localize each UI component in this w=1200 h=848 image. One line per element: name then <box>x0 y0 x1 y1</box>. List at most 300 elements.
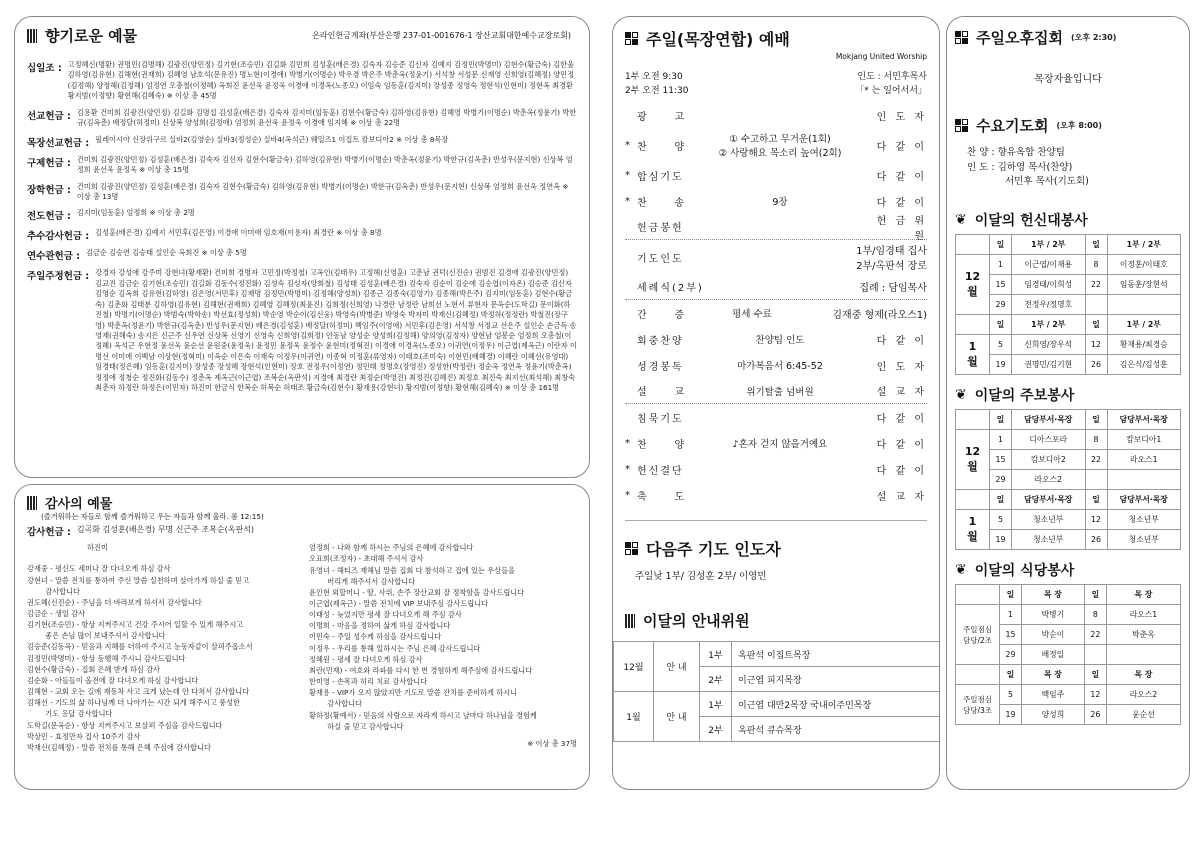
order-person: 설 교 자 <box>876 387 927 398</box>
cell: 19 <box>990 355 1012 375</box>
cell: 12 <box>1084 685 1106 705</box>
usher-session: 1부 <box>700 642 732 667</box>
order-row <box>625 482 927 508</box>
header-cell: 일 <box>990 490 1012 510</box>
afternoon-title: 주일오후집회 <box>976 29 1063 47</box>
cell: 백임주 <box>1022 685 1085 705</box>
order-content: 위기탈출 넘버원 <box>746 386 814 398</box>
thanks-line: 황하정(황예서) - 믿음의 사람으로 자라게 하시고 날마다 하나님을 경험케 <box>309 710 537 720</box>
clover-icon: ❦ <box>955 387 967 404</box>
usher-title: 이달의 안내위원 <box>643 612 750 630</box>
month-label: 1 월 <box>967 515 978 544</box>
order-row <box>625 162 927 188</box>
cell: 12 <box>1085 335 1107 355</box>
cell: 청소년부 <box>1012 510 1086 530</box>
wednesday-title: 수요기도회 <box>976 117 1049 135</box>
order-person: 다 같 이 <box>876 439 927 451</box>
order-name: 간 증 <box>637 309 687 321</box>
header-cell: 일 <box>1085 315 1107 335</box>
thanks-line: 좋은 손님 많이 보내주셔서 감사합니다 <box>27 631 166 641</box>
service2-title: 이달의 주보봉사 <box>974 388 1075 405</box>
usher-row <box>614 692 941 717</box>
cell: 디아스포라 <box>1012 430 1086 450</box>
verse: (즐거워하는 자들로 함께 즐거워하고 우는 자들과 함께 울라. 롬 12:15) <box>41 512 264 521</box>
praise-line: 찬 양 : 향유옥합 찬양팀 <box>967 147 1065 158</box>
offering-section <box>27 155 577 176</box>
blank-cell <box>956 315 990 335</box>
cell: 라오스2 <box>1106 685 1180 705</box>
cell: 라오스1 <box>1107 450 1181 470</box>
order-person: 설 교 자 <box>876 491 927 503</box>
section-text: 김금순 김승연 김승태 설인순 옥희진 ※ 이상 총 5명 <box>86 248 247 258</box>
order-row <box>625 430 927 456</box>
blank-cell <box>956 665 1000 685</box>
thanks-line: 황재용 - VIP가 오지 않았지만 기도로 말씀 잔치를 준비하게 하시니 <box>309 688 518 698</box>
order-person: 김재중 형제(라오스1) <box>832 309 927 321</box>
order-mark: * <box>625 437 630 449</box>
header-cell: 1부 / 2부 <box>1012 235 1086 255</box>
usher-session: 1부 <box>700 692 732 717</box>
order-name: 광 고 <box>637 111 687 123</box>
cell: 19 <box>1000 705 1022 725</box>
cell: 19 <box>990 530 1012 550</box>
afternoon-time: (오후 2:30) <box>1070 33 1117 42</box>
worship-header <box>625 27 927 50</box>
section-text: 김성훈(배은경) 김예지 서민후(김은영) 이경애 이미애 임호재(이용자) 최경란 ※ 이상 총 8명 <box>95 228 382 238</box>
order-name: 침묵기도 <box>637 413 684 425</box>
usher-name: 이근엽 피지목장 <box>732 667 941 692</box>
schedule-row <box>956 355 1181 375</box>
order-person: 다 같 이 <box>876 335 927 347</box>
order-name: 회중찬양 <box>637 335 684 347</box>
thanks-line: 이근엽(제옥근) - 말씀 전치에 VIP 보내주심 감사드립니다 <box>309 599 489 608</box>
time-2: 2부 오전 11:30 <box>625 85 689 96</box>
section-text: 건미희 김광진(양민정) 김성훈(배은경) 김숙자 김신자 김현수(황금숙) 김하영(김유현) 박병기(이명순) 박춘옥(정윤기) 박한규(김옥춘) 반성우(문지현) 신상복 엄정희 윤선욱 윤정욱 ※ 이상 총 15명 <box>76 154 573 175</box>
thanks-line: 강재중 - 평신도 세미나 잘 다녀오게 하심 감사 <box>27 564 171 574</box>
thanks-line: 도학길(문옥순) - 항상 지켜주시고 보살펴 주심을 감사드립니다 <box>27 720 223 730</box>
header-cell: 일 <box>1085 410 1107 430</box>
worship-times <box>625 71 927 98</box>
section-text: 건미희 김광진(양민정) 김성훈(배은경) 김숙자 김현수(황금숙) 김하영(김유현) 박병기(이명순) 박한규(김옥춘) 반성우(문지현) 신상복 엄정희 윤선욱 정연옥 ※ 이상 총 13명 <box>76 181 569 201</box>
cell: 1 <box>990 255 1012 275</box>
kitchen-label: 주일점심 담당/3조 <box>962 694 993 715</box>
cell: 12 <box>1085 510 1107 530</box>
order-row <box>625 300 927 326</box>
usher-table <box>613 641 940 742</box>
order-person: 1부/임경태 집사 2부/옥판석 장로 <box>856 246 927 272</box>
offering-section <box>27 60 577 102</box>
block-icon <box>955 31 968 44</box>
schedule-row <box>956 510 1181 530</box>
section-text: 강경자 강성애 강주미 강현녀(황재환) 건미희 경명자 고민정(박정철) 고옥인(김태우) 고정해(신영훈) 고춘남 권덕(신진순) 권범진 김경애 김광진(양민정) 김교진 김금순 김기현(조승민) 김길화 김동수(정진화) 김성숙 김성자(양희철) 김성태 김성훈(배은경) 김숙자 김순이 김순애 김승엽(이자온) 김승준 김신자 김영순 김옥희 김유현(김하영) 김은영(서민후) 김재명 김정민(박명미) 김정해(양성희) 김종근 김종숙(김영기) 김종해(박은주) 김지미(임동훈) 김현수(황금숙) 김춘화 김태분 김하영(김유현) 김해현(권재희) 김혜영 김혜정(최윤진) 김희정(신희영) 나경란 남정란 남희선 노현서 류현자 문옥순(도학길) 문이화(하진철) 박명기(이명순) 박범숙(박학송) 박선효(정성희) 박순영 박순이(김신웅) 박영숙(박병준) 박영숙 박자미 박재신(김혜정) 박정하(정정란) 박철진(장구영) 박춘옥(정윤기) 박한규(김옥춘) 반성우(문지현) 배은경(김성훈) 배정달(허정미) 백임주(이영애) 서민후(김은영) 서석창 서정교 선은주 설인순 손금득 송영재(권해숙) 송지은 신근주 신우연 신상복 신영기 신영숙 신희영(김희정) 안동남 양성순 양성희(김정해) 양의영(김정자) 양현남 엄봉순 엄정희 오총철(이정혜) 옥석근 우현정 윤선욱 윤순선 윤원중(윤정욱) 윤정민 윤정욱 윤정수 윤현미(정혁진) 이경애 이경옥(노종오) 이귀연(이정우) 이근엽(제옥근) 이란자 이명선 이미애 이백남 이상현(정혁미) 이옥순 이은숙 이재숙 이정우(이귀연) 이종혁 이정훈(류영자) 이태호(조미숙) 이현민(배혜경) 이혜란 이혜선(유영대) 임경태(정은혜) 임동훈(김지미) 장성종 장성혜 장현석(인현미) 장호 전정우(이정연) 정민태 정명호(장영진) 정성한(박정란) 정순옥 정연옥 정윤기(박춘옥) 정정애 정청순 정진화(김동수) 정춘옥 제옥근(이근엽) 조복순(옥판석) 지경애 최경란 최정순(박영진) 최정진(김혜진) 최정호 최진숙 최지선(최석해) 최창숙 최춘자 하정란 하정은(이민자) 하진미 한금식 한복순 허복순 허태조 황금숙(김현수) 황재용(강현녀) 황지범(이정향) 황현해(김혜숙) ※ 이상 총 161명 <box>95 268 577 393</box>
thanks-line: 박상민 - 효정만자 집사 10주기 감사 <box>27 731 141 741</box>
section-label: 십일조 : <box>27 63 62 74</box>
usher-name: 옥판석 큐슈목장 <box>732 717 941 742</box>
afternoon-header <box>955 27 1181 48</box>
schedule-row <box>956 530 1181 550</box>
order-name: 합심기도 <box>637 171 684 183</box>
usher-header <box>625 610 927 631</box>
cell: 26 <box>1085 530 1107 550</box>
thanks-line: 한미영 - 손목과 허리 치료 감사합니다 <box>309 677 428 687</box>
cell <box>1106 645 1180 665</box>
usher-role: 안 내 <box>654 692 700 742</box>
cell: 8 <box>1085 430 1107 450</box>
order-row <box>625 352 927 378</box>
prayer-title: 다음주 기도 인도자 <box>646 540 781 559</box>
usher-session: 2부 <box>700 717 732 742</box>
offering-section <box>27 268 577 393</box>
thanks-line: 기도 응답 감사합니다 <box>27 709 113 719</box>
thanks-right <box>309 542 577 753</box>
order-name: 기도인도 <box>637 253 684 265</box>
cell <box>1084 645 1106 665</box>
usher-row <box>614 642 941 667</box>
header-cell: 일 <box>1085 235 1107 255</box>
cell: 5 <box>990 335 1012 355</box>
header-cell: 일 <box>990 315 1012 335</box>
cell: 22 <box>1084 625 1106 645</box>
offering-section <box>27 182 577 203</box>
cell: 이정훈/이태호 <box>1107 255 1181 275</box>
cell: 임경태/이희성 <box>1012 275 1086 295</box>
order-person: 헌 금 위 원 <box>876 215 927 242</box>
cell: 15 <box>990 450 1012 470</box>
worship-panel <box>612 16 940 790</box>
header-cell: 일 <box>1000 585 1022 605</box>
schedule-row <box>956 450 1181 470</box>
order-person: 집례 : 담임목사 <box>859 283 927 294</box>
account-info: 온라인헌금계좌(부산은행 237-01-001676-1 장산교회대한예수교장로회) <box>312 31 571 40</box>
cell: 황재용/최경승 <box>1107 335 1181 355</box>
order-row <box>625 404 927 430</box>
order-mark: * <box>625 169 630 181</box>
order-row <box>625 456 927 482</box>
usher-month: 1월 <box>614 692 654 742</box>
service2-table <box>955 409 1181 550</box>
cell: 청소년부 <box>1107 530 1181 550</box>
thanks-line: 최란(민재) - 여호와 라파를 다시 한 번 경험하게 해주심에 감사드립니다 <box>309 665 533 675</box>
service1-table <box>955 234 1181 375</box>
blank-cell <box>956 585 1000 605</box>
block-icon <box>625 542 638 555</box>
usher-name: 옥판석 이집트목장 <box>732 642 941 667</box>
thanks-line: 강현녀 - 말씀 전치를 통하여 주신 말씀 실천하며 살아가게 하실 줄 믿고 <box>27 575 250 585</box>
section-label: 목장선교헌금 : <box>27 137 90 149</box>
cell: 이근엽/이재용 <box>1012 255 1086 275</box>
thanks-line: 유영녀 - 해티즈 재해님 말씀 집회 다 참석하고 집에 있는 우상들을 <box>309 565 515 575</box>
cell: 박병기 <box>1022 605 1085 625</box>
thanks-left <box>27 542 295 753</box>
header-cell: 일 <box>1084 585 1106 605</box>
thanks-line: 이태성 - 늦었지만 평세 잘 다녀오게 해 주심 감사 <box>309 610 462 620</box>
cell: 15 <box>990 275 1012 295</box>
blank-cell <box>956 490 990 510</box>
order-content: 평세 수료 <box>732 309 772 320</box>
cell <box>1085 295 1107 315</box>
header-cell: 목 장 <box>1106 665 1180 685</box>
section-label: 연수관헌금 : <box>27 251 80 263</box>
cell: 5 <box>1000 685 1022 705</box>
header-cell: 1부 / 2부 <box>1012 315 1086 335</box>
afternoon-text: 목장자율입니다 <box>1034 74 1102 85</box>
blank-cell <box>956 235 990 255</box>
cell: 배정일 <box>1022 645 1085 665</box>
cell: 22 <box>1085 450 1107 470</box>
thanks-line: 이민숙 - 주일 성수케 하심을 감사드립니다 <box>309 632 442 642</box>
wednesday-header <box>955 115 1181 136</box>
order-mark: * <box>625 195 630 207</box>
section-text: 김지미(임동훈) 엄정희 ※ 이상 총 2명 <box>76 208 195 218</box>
cell: 캄보디아2 <box>1012 450 1086 470</box>
cell: 1 <box>990 430 1012 450</box>
table-header <box>956 410 1181 430</box>
cell: 1 <box>1000 605 1022 625</box>
cell: 윤순선 <box>1106 705 1180 725</box>
clover-icon: ❦ <box>955 562 967 579</box>
header-cell: 1부 / 2부 <box>1107 235 1181 255</box>
thanks-line: 김해현 - 교회 오는 길에 재동차 사고 크게 났는데 안 다쳐서 감사합니다 <box>27 687 250 697</box>
order-name: 설 교 <box>637 387 687 398</box>
time-1: 1부 오전 9:30 <box>625 72 683 82</box>
order-content: 9장 <box>772 197 788 208</box>
table-header <box>956 235 1181 255</box>
month-label: 12 월 <box>964 270 981 299</box>
header-cell: 목 장 <box>1022 585 1085 605</box>
cell <box>1107 295 1181 315</box>
thanks-line: 김정민(박명미) - 항상 동행해 주시니 감사드립니다 <box>27 653 186 663</box>
cell: 전정우/정명호 <box>1012 295 1086 315</box>
section-label: 장학헌금 : <box>27 184 71 196</box>
order-content: ① 수고하고 무거운(1회) ② 사랑해요 목소리 높여(2회) <box>718 134 842 159</box>
thanks-head2: 하진미 <box>87 543 108 553</box>
month-cell <box>956 510 990 550</box>
month-cell <box>956 430 990 490</box>
section-label: 전도헌금 : <box>27 211 71 223</box>
cell: 라오스1 <box>1106 605 1180 625</box>
worship-subtitle: Mokjang United Worship <box>835 52 927 61</box>
cell: 라오스2 <box>1012 470 1086 490</box>
month-cell <box>956 685 1000 725</box>
cell <box>1085 470 1107 490</box>
thanks-line: 김기현(조승민) - 항상 지켜주시고 건강 주시어 일할 수 있게 해주시고 <box>27 620 244 630</box>
service2-header <box>955 385 1181 405</box>
thanks-line: 이정우 - 우리를 통해 일하시는 주님 은혜 감사드립니다 <box>309 643 481 653</box>
thanks-line: 정혜원 - 평세 잘 다녀오게 하심 감사 <box>309 654 423 664</box>
cell: 양성희 <box>1022 705 1085 725</box>
table-header <box>956 585 1181 605</box>
thanks-line: 김금순 - 생일 감사 <box>27 609 86 618</box>
usher-role: 안 내 <box>654 642 700 692</box>
thanks-line: 윤인현 외할머니 - 딸, 사위, 손주 장산교회 잘 정착함을 감사드립니다 <box>309 587 525 597</box>
service3-header <box>955 560 1181 580</box>
header-cell: 1부 / 2부 <box>1107 315 1181 335</box>
cell <box>1107 470 1181 490</box>
usher-month: 12월 <box>614 642 654 692</box>
month-cell <box>956 255 990 315</box>
order-row <box>625 378 927 404</box>
order-name: 축 도 <box>637 491 687 503</box>
cell: 캄보디아1 <box>1107 430 1181 450</box>
header-cell: 목 장 <box>1022 665 1085 685</box>
service1-title: 이달의 헌신대봉사 <box>974 213 1088 230</box>
order-name: 헌금봉헌 <box>637 223 684 234</box>
order-person: 다 같 이 <box>876 413 927 425</box>
thanks-line: 하실 줄 믿고 감사합니다 <box>309 721 404 731</box>
cell: 22 <box>1085 275 1107 295</box>
schedule-row <box>956 295 1181 315</box>
bar-icon <box>27 29 37 43</box>
offering-title: 향기로운 예물 <box>45 27 138 45</box>
section-text: 필레이시아 신장위구르 실바2(김영순) 실바3(정성순) 실바4(옥석근) 웨일즈1 이집트 캄보디아2 ※ 이상 총 8목장 <box>95 134 449 144</box>
order-name: 성경봉독 <box>637 361 684 373</box>
leader-line-2: 서민후 목사(기도회) <box>1005 176 1089 188</box>
service3-table <box>955 584 1181 725</box>
cell: 김은식/김성훈 <box>1107 355 1181 375</box>
cell: 청소년부 <box>1107 510 1181 530</box>
header-cell: 일 <box>990 235 1012 255</box>
cell: 박춘옥 <box>1106 625 1180 645</box>
cell: 8 <box>1084 605 1106 625</box>
clover-icon: ❦ <box>955 212 967 229</box>
cell: 29 <box>990 470 1012 490</box>
header-cell: 일 <box>1085 490 1107 510</box>
order-name: 찬 양 <box>637 439 687 451</box>
offering-section <box>27 248 577 262</box>
schedule-row <box>956 470 1181 490</box>
header-cell: 일 <box>990 410 1012 430</box>
cell: 29 <box>1000 645 1022 665</box>
thanks-header <box>27 493 577 512</box>
table-header <box>956 490 1181 510</box>
order-name: 세례식(2부) <box>637 283 704 294</box>
section-label: 구제헌금 : <box>27 157 71 169</box>
order-row <box>625 128 927 162</box>
header-cell: 목 장 <box>1106 585 1180 605</box>
month-label: 12 월 <box>964 445 981 474</box>
header-cell: 담당부서·목장 <box>1107 490 1181 510</box>
cell: 15 <box>1000 625 1022 645</box>
header-cell: 담당부서·목장 <box>1012 410 1086 430</box>
schedule-row <box>956 605 1181 625</box>
cell: 신희영/장우석 <box>1012 335 1086 355</box>
block-icon <box>955 119 968 132</box>
thanks-head: 김곡화 김성훈(배은경) 무명 신근주 조복순(옥판석) <box>76 525 255 535</box>
month-cell <box>956 605 1000 665</box>
table-header <box>956 665 1181 685</box>
order-person: 다 같 이 <box>876 465 927 477</box>
cell: 임동훈/장현석 <box>1107 275 1181 295</box>
order-name: 헌신결단 <box>637 465 684 477</box>
thanks-title: 감사의 예물 <box>45 497 113 512</box>
schedule-row <box>956 430 1181 450</box>
thanks-line: 엄정희 - 나와 함께 하시는 주님의 은혜에 감사합니다 <box>309 543 474 553</box>
order-row <box>625 274 927 300</box>
cell: 29 <box>990 295 1012 315</box>
offering-section <box>27 228 577 242</box>
schedule-row <box>956 335 1181 355</box>
service1-header <box>955 210 1181 230</box>
order-person: 다 같 이 <box>876 141 927 153</box>
order-mark: * <box>625 139 630 151</box>
service3-title: 이달의 식당봉사 <box>974 563 1075 580</box>
section-label: 추수감사헌금 : <box>27 231 90 243</box>
schedule-row <box>956 255 1181 275</box>
thanks-line: 김승준(김동옥) - 믿음과 지혜를 더하여 주시고 눈동자같이 살펴주옵소서 <box>27 642 253 652</box>
thanks-line: 권도혜(신진순) - 주님을 더 바라보게 하셔서 감사합니다 <box>27 597 202 607</box>
cell: 26 <box>1084 705 1106 725</box>
bar-icon <box>625 614 635 628</box>
thanks-line: 김현수(황금숙) - 집회 은혜 받게 하심 감사 <box>27 664 161 674</box>
offering-section <box>27 108 577 129</box>
month-label: 1 월 <box>967 340 978 369</box>
prayer-leaders: 주일낮 1부/ 김성훈 2부/ 이영민 <box>635 571 767 582</box>
order-name: 찬 양 <box>637 141 687 153</box>
prayer-header <box>625 537 927 560</box>
thanks-line: 감사합니다 <box>27 586 80 596</box>
offering-section <box>27 135 577 149</box>
thanks-line: 박재신(김혜정) - 말씀 전치를 통해 은혜 주심에 감사합니다 <box>27 742 211 752</box>
block-icon <box>625 32 638 45</box>
offering-section <box>27 208 577 222</box>
cell: 5 <box>990 510 1012 530</box>
thanks-line: 김해선 - 기도의 삶 하나님께 더 나아가는 시간 되게 해주시고 풍성한 <box>27 698 240 708</box>
thanks-line: 오표희(조정자) - 초대해 주셔서 감사 <box>309 554 424 564</box>
order-row <box>625 240 927 274</box>
order-mark: * <box>625 463 630 475</box>
wednesday-time: (오후 8:00) <box>1056 121 1102 130</box>
cell: 권명민/김기현 <box>1012 355 1086 375</box>
order-content: ♪혼자 걷지 않을거예요 <box>732 439 828 450</box>
cell: 박순이 <box>1022 625 1085 645</box>
order-person: 다 같 이 <box>876 171 927 183</box>
header-cell: 일 <box>1000 665 1022 685</box>
section-text: 김용환 건미희 김광진(양민정) 김길화 김명섭 김성훈(배은경) 김숙자 김지미(임동훈) 김현수(황금숙) 김하영(김유현) 김혜영 박병기(이명순) 박춘옥(정윤기) 박한규(김옥춘) 배정달(허정미) 신상복 양성희(김정애) 엄정희 윤선욱 윤정욱 이경애 임지혜 ※ 이상 총 22명 <box>76 107 577 128</box>
thanks-total: ※ 이상 총 37명 <box>527 738 577 748</box>
leader: 인도 : 서민후목사 <box>857 72 927 82</box>
header-cell: 일 <box>1084 665 1106 685</box>
table-header <box>956 315 1181 335</box>
order-name: 찬 송 <box>637 197 687 209</box>
cell: 청소년부 <box>1012 530 1086 550</box>
usher-session: 2부 <box>700 667 732 692</box>
order-person: 다 같 이 <box>876 197 927 209</box>
schedule-panel <box>946 16 1190 790</box>
order-mark: * <box>625 489 630 501</box>
order-row <box>625 214 927 240</box>
thanks-panel <box>14 484 590 790</box>
section-label: 선교헌금 : <box>27 110 71 122</box>
thanks-line: 김순화 - 아들들이 올전에 잘 다녀오게 하심 감사합니다 <box>27 675 199 685</box>
leader-line: 인 도 : 김하영 목사(찬양) <box>967 161 1073 173</box>
bar-icon <box>27 496 37 510</box>
schedule-row <box>956 685 1181 705</box>
section-text: 고정혜신(명환) 권명민(김명해) 김광진(양민정) 김기현(조승민) 김길화 김민희 김성훈(배은경) 김숙자 김승준 김신자 김예지 김정민(박명미) 김현수(황금숙) 김한울 김하영(김유현) 김해현(권재희) 김혜영 남호석(문유진) 명노현(이경애) 박병기(이명순) 박우경 박은주 박춘옥(정윤기) 서석창 서성문 신재영 신희영(김혜정) 양민정(김정해) 양정해(김정해) 엄정연 오총철(이정혜) 옥희진 윤선욱 윤정욱 이경애 이경옥(노종오) 이임숙 임동훈(김지미) 장성종 정영숙 정현석(인현미) 정현옥 최경환 황지범(이정향) 황현해(김혜숙) ※ 이상 총 45명 <box>67 60 575 101</box>
month-cell <box>956 335 990 375</box>
cell: 26 <box>1085 355 1107 375</box>
blank-cell <box>956 410 990 430</box>
worship-title: 주일(목장연합) 예배 <box>646 30 790 49</box>
order-person: 인 도 자 <box>876 111 927 123</box>
standing-note: 「* 는 일어서서」 <box>855 85 927 96</box>
usher-name: 이근엽 대만2목장 국내이주민목장 <box>732 692 941 717</box>
kitchen-label: 주일점심 담당/2조 <box>962 624 993 645</box>
order-content: 찬양팀 인도 <box>755 335 805 346</box>
order-row <box>625 188 927 214</box>
order-row <box>625 326 927 352</box>
cell: 8 <box>1085 255 1107 275</box>
offering-panel <box>14 16 590 478</box>
